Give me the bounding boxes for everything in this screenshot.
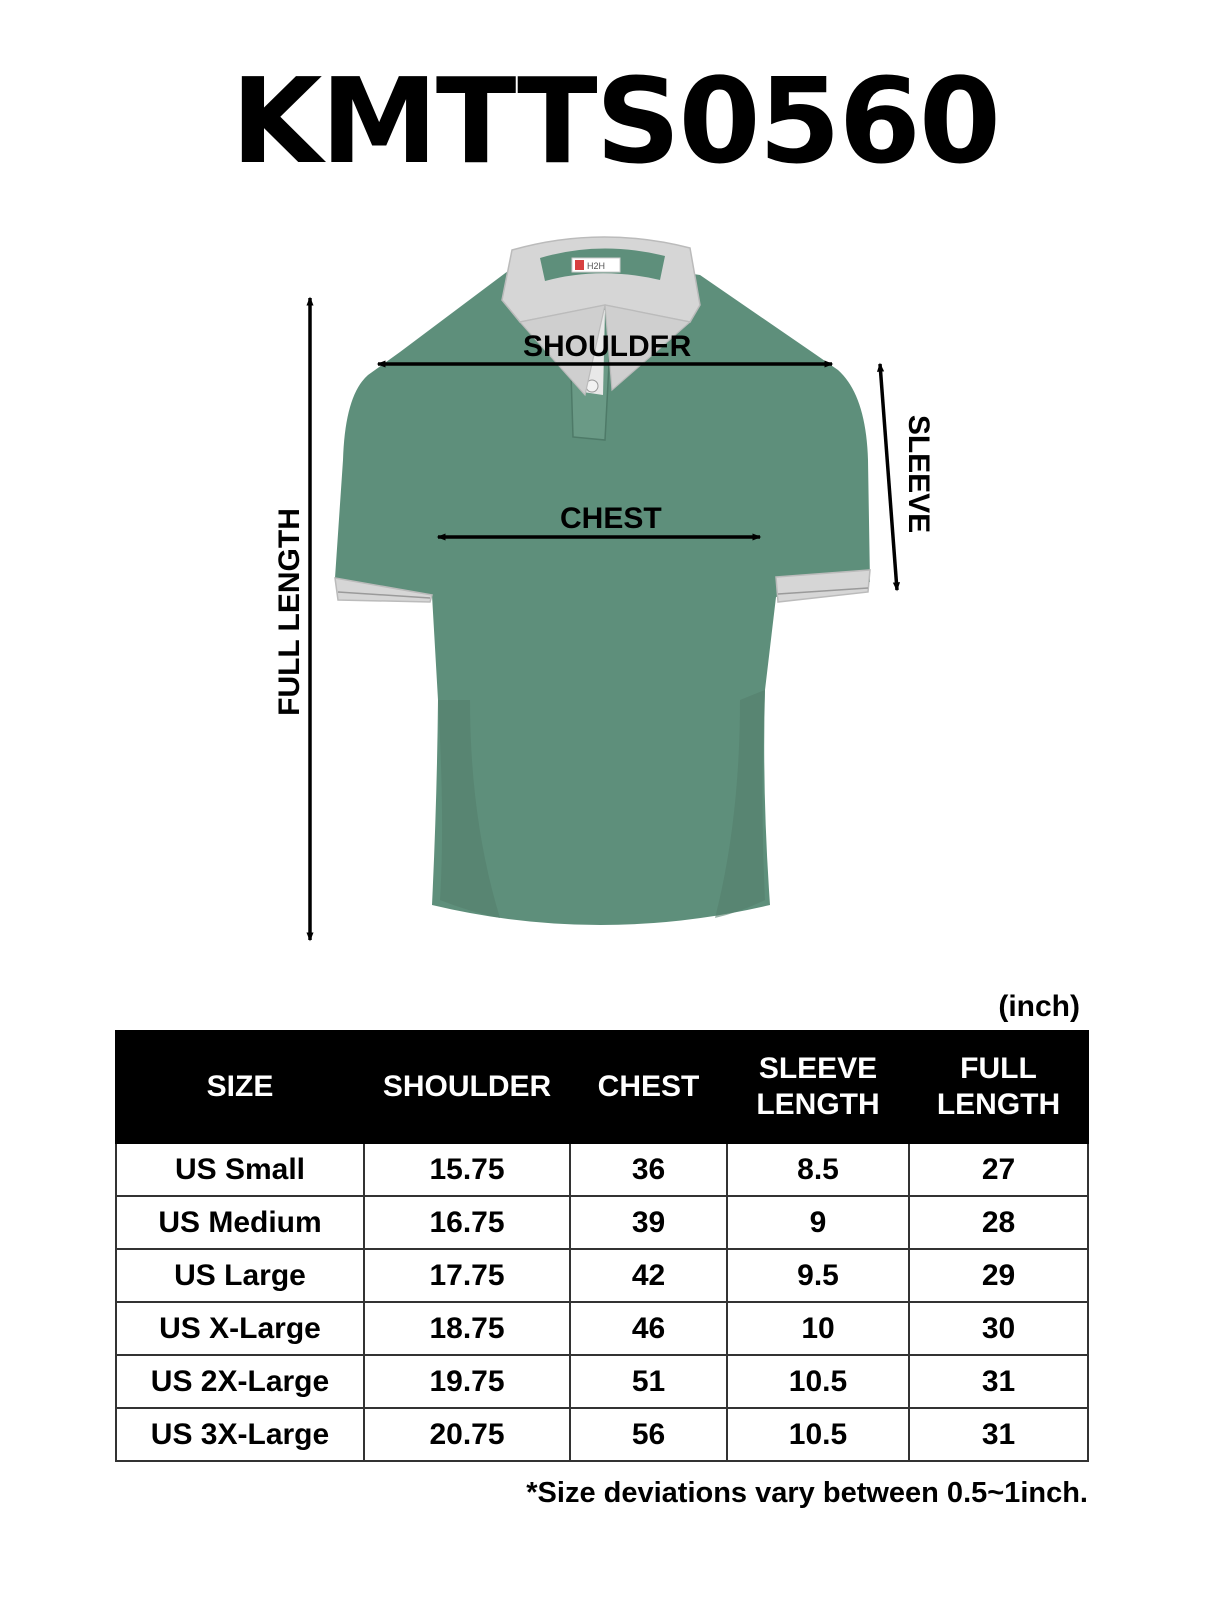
table-header-row: [116, 1031, 1088, 1143]
sleeve-arrow: [880, 364, 897, 590]
table-row: [116, 1143, 1088, 1196]
table-row: [116, 1302, 1088, 1355]
cell-chest: 51: [570, 1355, 727, 1408]
cell-sleeve: 8.5: [727, 1143, 909, 1196]
cell-sleeve: 9: [727, 1196, 909, 1249]
table-row: [116, 1249, 1088, 1302]
size-deviation-note: *Size deviations vary between 0.5~1inch.: [526, 1477, 1088, 1509]
cell-shoulder: 19.75: [364, 1355, 570, 1408]
cell-chest: 56: [570, 1408, 727, 1461]
header-chest: CHEST: [570, 1031, 727, 1143]
cell-sleeve: 9.5: [727, 1249, 909, 1302]
table-row: [116, 1355, 1088, 1408]
cell-size: US Small: [116, 1143, 364, 1196]
cell-chest: 39: [570, 1196, 727, 1249]
cell-full-length: 27: [909, 1143, 1088, 1196]
cell-full-length: 31: [909, 1408, 1088, 1461]
cell-size: US Medium: [116, 1196, 364, 1249]
table-row: [116, 1196, 1088, 1249]
cell-sleeve: 10.5: [727, 1355, 909, 1408]
unit-label: (inch): [998, 990, 1080, 1023]
cell-sleeve: 10.5: [727, 1408, 909, 1461]
cell-shoulder: 15.75: [364, 1143, 570, 1196]
table-row: [116, 1408, 1088, 1461]
cell-size: US Large: [116, 1249, 364, 1302]
header-size: SIZE: [116, 1031, 364, 1143]
cell-full-length: 30: [909, 1302, 1088, 1355]
cell-shoulder: 17.75: [364, 1249, 570, 1302]
cell-chest: 42: [570, 1249, 727, 1302]
shoulder-label: SHOULDER: [523, 330, 692, 363]
cell-size: US 2X-Large: [116, 1355, 364, 1408]
cell-sleeve: 10: [727, 1302, 909, 1355]
cell-shoulder: 16.75: [364, 1196, 570, 1249]
header-full-length: FULL LENGTH: [909, 1031, 1088, 1143]
cell-full-length: 28: [909, 1196, 1088, 1249]
sleeve-label: SLEEVE: [902, 414, 935, 534]
cell-shoulder: 18.75: [364, 1302, 570, 1355]
cell-full-length: 31: [909, 1355, 1088, 1408]
cell-chest: 36: [570, 1143, 727, 1196]
cell-chest: 46: [570, 1302, 727, 1355]
header-shoulder: SHOULDER: [364, 1031, 570, 1143]
cell-full-length: 29: [909, 1249, 1088, 1302]
cell-size: US 3X-Large: [116, 1408, 364, 1461]
chest-label: CHEST: [560, 502, 662, 535]
product-code-title: KMTTS0560: [231, 52, 999, 190]
header-sleeve-length: SLEEVE LENGTH: [727, 1031, 909, 1143]
full-length-label: FULL LENGTH: [273, 508, 306, 716]
brand-tag-label: H2H: [586, 261, 606, 271]
size-chart-table: [115, 1030, 1089, 1462]
cell-shoulder: 20.75: [364, 1408, 570, 1461]
cell-size: US X-Large: [116, 1302, 364, 1355]
